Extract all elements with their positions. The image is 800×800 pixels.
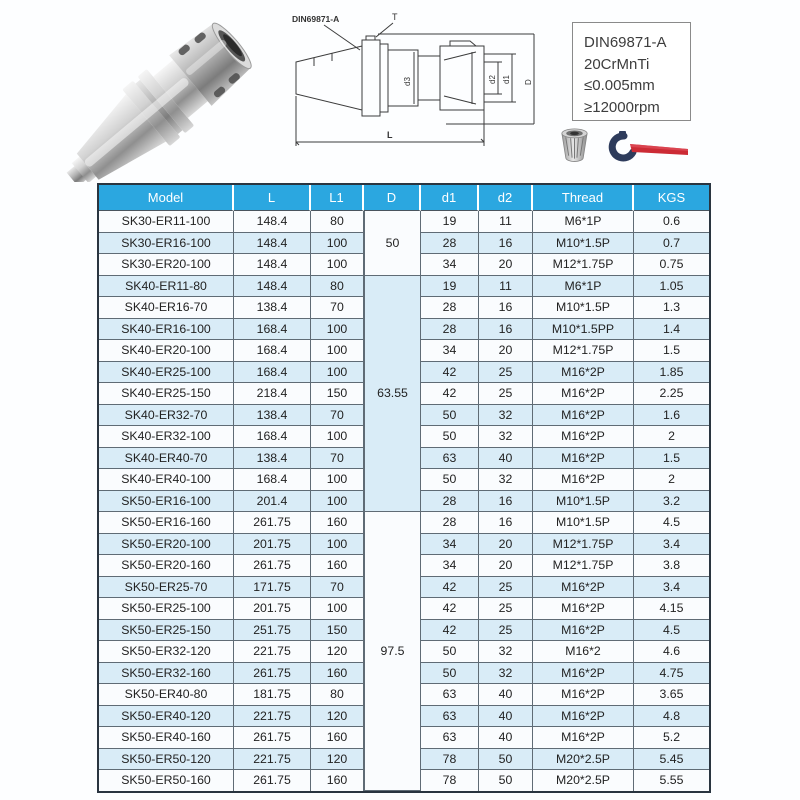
cell-kgs: 2: [634, 469, 709, 491]
table-row: [99, 512, 709, 534]
cell-d2: 16: [479, 491, 533, 513]
cell-model: SK40-ER25-100: [99, 362, 234, 384]
cell-d2: 11: [479, 211, 533, 233]
cell-thread: M10*1.5P: [533, 491, 634, 513]
cell-d2: 16: [479, 319, 533, 341]
cell-l: 148.4: [234, 254, 311, 276]
cell-d1: 42: [421, 362, 479, 384]
cell-thread: M16*2P: [533, 684, 634, 706]
cell-d1: 50: [421, 426, 479, 448]
cell-model: SK40-ER25-150: [99, 383, 234, 405]
cell-d2: 20: [479, 340, 533, 362]
cell-d2: 20: [479, 534, 533, 556]
cell-l1: 100: [311, 362, 364, 384]
cell-d2: 25: [479, 598, 533, 620]
cell-d1: 50: [421, 641, 479, 663]
cell-kgs: 4.5: [634, 620, 709, 642]
cell-l1: 70: [311, 448, 364, 470]
cell-d1: 50: [421, 469, 479, 491]
cell-kgs: 2: [634, 426, 709, 448]
cell-kgs: 2.25: [634, 383, 709, 405]
cell-d1: 34: [421, 534, 479, 556]
cell-d1: 19: [421, 211, 479, 233]
cell-model: SK40-ER20-100: [99, 340, 234, 362]
cell-d2: 20: [479, 555, 533, 577]
cell-l: 261.75: [234, 555, 311, 577]
cell-l1: 80: [311, 276, 364, 298]
cell-d2: 32: [479, 426, 533, 448]
cell-l1: 150: [311, 620, 364, 642]
cell-l1: 100: [311, 233, 364, 255]
cell-model: SK50-ER50-120: [99, 749, 234, 771]
cell-d2: 32: [479, 663, 533, 685]
cell-l1: 160: [311, 770, 364, 791]
cell-model: SK40-ER40-70: [99, 448, 234, 470]
cell-l: 261.75: [234, 727, 311, 749]
cell-d2: 40: [479, 684, 533, 706]
cell-model: SK50-ER16-100: [99, 491, 234, 513]
cell-thread: M16*2P: [533, 362, 634, 384]
cell-d1: 50: [421, 405, 479, 427]
cell-model: SK40-ER32-100: [99, 426, 234, 448]
cell-d2: 20: [479, 254, 533, 276]
cell-d1: 42: [421, 620, 479, 642]
cell-thread: M16*2P: [533, 448, 634, 470]
cell-model: SK50-ER25-150: [99, 620, 234, 642]
cell-d1: 63: [421, 706, 479, 728]
dimension-drawing-graphic: [266, 6, 558, 162]
cell-d1: 42: [421, 383, 479, 405]
cell-l1: 150: [311, 383, 364, 405]
cell-d2: 40: [479, 706, 533, 728]
cell-l: 168.4: [234, 362, 311, 384]
cell-d1: 28: [421, 319, 479, 341]
drawing-standard-label: DIN69871-A: [292, 14, 340, 24]
cell-thread: M16*2P: [533, 620, 634, 642]
cell-kgs: 0.7: [634, 233, 709, 255]
cell-l1: 120: [311, 641, 364, 663]
cell-kgs: 3.65: [634, 684, 709, 706]
cell-l1: 100: [311, 534, 364, 556]
cell-l: 148.4: [234, 276, 311, 298]
cell-d-merged: 97.5: [364, 512, 421, 791]
cell-d2: 25: [479, 383, 533, 405]
cell-d2: 25: [479, 620, 533, 642]
cell-l1: 160: [311, 512, 364, 534]
cell-kgs: 4.75: [634, 663, 709, 685]
cell-d2: 25: [479, 577, 533, 599]
cell-l: 168.4: [234, 426, 311, 448]
cell-thread: M12*1.75P: [533, 534, 634, 556]
column-header-d1: d1: [421, 185, 479, 211]
cell-thread: M16*2P: [533, 426, 634, 448]
cell-kgs: 0.6: [634, 211, 709, 233]
cell-l1: 100: [311, 426, 364, 448]
cell-thread: M16*2P: [533, 663, 634, 685]
cell-l1: 100: [311, 491, 364, 513]
cell-l1: 100: [311, 254, 364, 276]
cell-d2: 50: [479, 749, 533, 771]
cell-thread: M16*2: [533, 641, 634, 663]
cell-l: 221.75: [234, 706, 311, 728]
cell-d1: 78: [421, 749, 479, 771]
cell-thread: M6*1P: [533, 276, 634, 298]
cell-l1: 100: [311, 598, 364, 620]
cell-model: SK50-ER25-100: [99, 598, 234, 620]
cell-kgs: 3.2: [634, 491, 709, 513]
table-header-row: [99, 185, 709, 211]
column-header-thread: Thread: [533, 185, 634, 211]
cell-l: 168.4: [234, 469, 311, 491]
cell-thread: M10*1.5P: [533, 512, 634, 534]
cell-d-merged: 63.55: [364, 276, 421, 513]
cell-d2: 32: [479, 469, 533, 491]
cell-l: 138.4: [234, 448, 311, 470]
cell-d2: 16: [479, 233, 533, 255]
cell-l1: 100: [311, 469, 364, 491]
cell-l: 181.75: [234, 684, 311, 706]
cell-kgs: 1.05: [634, 276, 709, 298]
cell-d2: 50: [479, 770, 533, 791]
cell-model: SK50-ER50-160: [99, 770, 234, 791]
cell-l1: 70: [311, 405, 364, 427]
cell-l: 201.4: [234, 491, 311, 513]
cell-d1: 50: [421, 663, 479, 685]
cell-l: 138.4: [234, 405, 311, 427]
column-header-d: D: [364, 185, 421, 211]
cell-thread: M16*2P: [533, 383, 634, 405]
cell-kgs: 4.8: [634, 706, 709, 728]
cell-model: SK50-ER20-160: [99, 555, 234, 577]
cell-thread: M12*1.75P: [533, 254, 634, 276]
drawing-dim-d2: d2: [488, 75, 497, 84]
cell-model: SK30-ER11-100: [99, 211, 234, 233]
cell-d2: 16: [479, 297, 533, 319]
cell-thread: M16*2P: [533, 469, 634, 491]
column-header-model: Model: [99, 185, 234, 211]
cell-l: 221.75: [234, 641, 311, 663]
cell-kgs: 1.5: [634, 448, 709, 470]
drawing-dim-t: T: [392, 12, 398, 22]
cell-thread: M16*2P: [533, 727, 634, 749]
drawing-dim-d3: d3: [403, 77, 412, 86]
cell-d1: 28: [421, 512, 479, 534]
cell-l: 201.75: [234, 598, 311, 620]
cell-model: SK40-ER32-70: [99, 405, 234, 427]
cell-d1: 63: [421, 448, 479, 470]
cell-d1: 34: [421, 340, 479, 362]
cell-l1: 100: [311, 340, 364, 362]
table-row: [99, 276, 709, 298]
cell-d-merged: 50: [364, 211, 421, 276]
info-line-standard: DIN69871-A: [584, 34, 667, 51]
cell-d2: 11: [479, 276, 533, 298]
cell-l1: 70: [311, 297, 364, 319]
spec-info-box: [572, 22, 691, 121]
cell-l: 171.75: [234, 577, 311, 599]
cell-thread: M6*1P: [533, 211, 634, 233]
drawing-dim-d1: d1: [502, 75, 511, 84]
cell-l1: 120: [311, 749, 364, 771]
cell-model: SK40-ER11-80: [99, 276, 234, 298]
cell-d1: 63: [421, 727, 479, 749]
cell-l: 218.4: [234, 383, 311, 405]
info-line-material: 20CrMnTi: [584, 55, 650, 73]
cell-l: 261.75: [234, 512, 311, 534]
cell-thread: M16*2P: [533, 598, 634, 620]
cell-model: SK50-ER25-70: [99, 577, 234, 599]
cell-d1: 28: [421, 297, 479, 319]
cell-kgs: 0.75: [634, 254, 709, 276]
cell-kgs: 5.45: [634, 749, 709, 771]
cell-thread: M16*2P: [533, 405, 634, 427]
er-collet-icon: [557, 125, 592, 167]
cell-kgs: 1.6: [634, 405, 709, 427]
cell-l1: 100: [311, 319, 364, 341]
cell-kgs: 5.2: [634, 727, 709, 749]
cell-model: SK50-ER32-160: [99, 663, 234, 685]
cell-d2: 40: [479, 448, 533, 470]
cell-d1: 78: [421, 770, 479, 791]
table-row: [99, 211, 709, 233]
cell-l: 148.4: [234, 233, 311, 255]
cell-kgs: 1.3: [634, 297, 709, 319]
cell-d2: 40: [479, 727, 533, 749]
cell-thread: M12*1.75P: [533, 340, 634, 362]
cell-l: 251.75: [234, 620, 311, 642]
cell-kgs: 3.8: [634, 555, 709, 577]
cell-l1: 160: [311, 663, 364, 685]
cell-kgs: 1.5: [634, 340, 709, 362]
cell-l: 261.75: [234, 663, 311, 685]
technical-drawing: [266, 6, 558, 162]
cell-l: 261.75: [234, 770, 311, 791]
cell-l1: 70: [311, 577, 364, 599]
cell-thread: M10*1.5PP: [533, 319, 634, 341]
cell-l1: 160: [311, 555, 364, 577]
cell-d2: 25: [479, 362, 533, 384]
cell-kgs: 4.15: [634, 598, 709, 620]
cell-kgs: 3.4: [634, 534, 709, 556]
spec-table: [97, 183, 711, 793]
info-line-speed: ≥12000rpm: [584, 98, 660, 116]
cell-thread: M12*1.75P: [533, 555, 634, 577]
cell-kgs: 4.5: [634, 512, 709, 534]
cell-kgs: 4.6: [634, 641, 709, 663]
cell-l: 148.4: [234, 211, 311, 233]
cell-l1: 160: [311, 727, 364, 749]
cell-thread: M20*2.5P: [533, 749, 634, 771]
column-header-d2: d2: [479, 185, 533, 211]
cell-l1: 120: [311, 706, 364, 728]
cell-l1: 80: [311, 211, 364, 233]
cell-model: SK40-ER16-100: [99, 319, 234, 341]
cell-thread: M16*2P: [533, 706, 634, 728]
cell-d2: 16: [479, 512, 533, 534]
drawing-dim-l: L: [387, 130, 393, 140]
cell-model: SK30-ER20-100: [99, 254, 234, 276]
cell-kgs: 1.4: [634, 319, 709, 341]
cell-d2: 32: [479, 405, 533, 427]
cell-l: 168.4: [234, 340, 311, 362]
cell-l: 221.75: [234, 749, 311, 771]
cell-d1: 34: [421, 254, 479, 276]
cell-l: 201.75: [234, 534, 311, 556]
cell-model: SK50-ER32-120: [99, 641, 234, 663]
cell-model: SK50-ER20-100: [99, 534, 234, 556]
cell-kgs: 1.85: [634, 362, 709, 384]
cell-thread: M20*2.5P: [533, 770, 634, 791]
cell-model: SK40-ER16-70: [99, 297, 234, 319]
cell-kgs: 5.55: [634, 770, 709, 791]
info-line-runout: ≤0.005mm: [584, 77, 655, 94]
cell-model: SK50-ER40-160: [99, 727, 234, 749]
cell-thread: M10*1.5P: [533, 297, 634, 319]
column-header-l: L: [234, 185, 311, 211]
cell-d1: 63: [421, 684, 479, 706]
cell-thread: M10*1.5P: [533, 233, 634, 255]
column-header-l1: L1: [311, 185, 364, 211]
cell-model: SK50-ER16-160: [99, 512, 234, 534]
cell-d1: 28: [421, 233, 479, 255]
cell-l: 138.4: [234, 297, 311, 319]
cell-thread: M16*2P: [533, 577, 634, 599]
cell-d2: 32: [479, 641, 533, 663]
cell-model: SK40-ER40-100: [99, 469, 234, 491]
column-header-kgs: KGS: [634, 185, 709, 211]
cell-d1: 19: [421, 276, 479, 298]
hook-wrench-icon: [599, 127, 693, 167]
cell-d1: 28: [421, 491, 479, 513]
cell-model: SK50-ER40-80: [99, 684, 234, 706]
cell-d1: 42: [421, 577, 479, 599]
drawing-dim-d: D: [524, 79, 533, 85]
cell-d1: 34: [421, 555, 479, 577]
cell-model: SK50-ER40-120: [99, 706, 234, 728]
cell-kgs: 3.4: [634, 577, 709, 599]
cell-l1: 80: [311, 684, 364, 706]
cell-model: SK30-ER16-100: [99, 233, 234, 255]
cell-l: 168.4: [234, 319, 311, 341]
cell-d1: 42: [421, 598, 479, 620]
